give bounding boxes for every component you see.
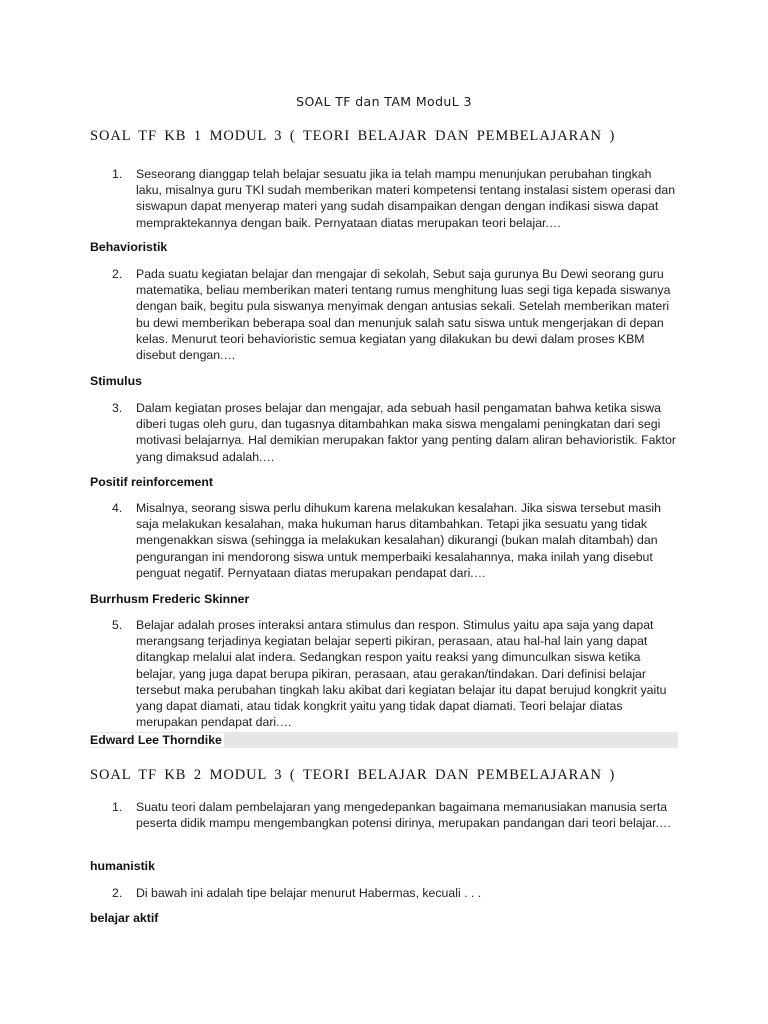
question-text: Suatu teori dalam pembelajaran yang mengedepankan bagaimana memanusiakan manusia serta peserta didik mampu mengembangkan potensi dirinya, merupakan pandangan dari teori belajar.… <box>136 800 672 831</box>
question-number: 5. <box>112 618 123 632</box>
question-item <box>90 885 680 901</box>
question-item <box>90 166 680 231</box>
answer-text: Positif reinforcement <box>90 475 213 489</box>
page-title: SOAL TF dan TAM ModuL 3 <box>296 94 472 109</box>
answer-text: Stimulus <box>90 374 142 388</box>
question-item <box>90 500 680 581</box>
question-text: Dalam kegiatan proses belajar dan mengajar, ada sebuah hasil pengamatan bahwa ketika siswa diberi tugas oleh guru, dan tugasnya ditambahkan maka siswa mengalami peningkatan dari segi motivasi belajarnya. Hal demikian merupakan faktor yang penting dalam aliran behavioristik. Faktor yang dimaksud adalah.… <box>136 401 676 464</box>
question-item <box>90 400 680 465</box>
answer-text-highlighted <box>90 732 678 748</box>
question-text: Belajar adalah proses interaksi antara stimulus dan respon. Stimulus yaitu apa saja yang dapat merangsang terjadinya kegiatan belajar seperti pikiran, perasaan, atau hal-hal lain yang dapat ditangkap melalui alat indera. Sedangkan respon yaitu reaksi yang dimunculkan siswa ketika belajar, yang juga dapat berupa pikiran, perasaan, atau gerakan/tindakan. Dari definisi belajar tersebut maka perubahan tingkah laku akibat dari kegiatan belajar itu dapat berujud kongkrit yaitu yang dapat diamati, atau tidak kongkrit yaitu yang tidak dapat diamati. Teori belajar diatas merupakan pendapat dari.… <box>136 618 667 730</box>
question-text: Misalnya, seorang siswa perlu dihukum karena melakukan kesalahan. Jika siswa tersebut masih saja melakukan kesalahan, maka hukuman harus ditambahkan. Tetapi jika sesuatu yang tidak mengenakkan siswa (sehingga ia melakukan kesalahan) dikurangi (bukan malah ditambah) dan pengurangan ini mendorong siswa untuk memperbaiki kesalahannya, maka inilah yang disebut penguat negatif. Pernyataan diatas merupakan pendapat dari.… <box>136 501 661 580</box>
question-item <box>90 266 680 363</box>
question-number: 2. <box>112 886 123 900</box>
question-number: 3. <box>112 401 123 415</box>
answer-text: Behavioristik <box>90 240 168 254</box>
question-item <box>90 617 680 730</box>
answer-text: Burrhusm Frederic Skinner <box>90 592 250 606</box>
question-number: 1. <box>112 167 123 181</box>
answer-label: Edward Lee Thorndike <box>90 733 222 747</box>
question-text: Seseorang dianggap telah belajar sesuatu jika ia telah mampu menunjukan perubahan tingkah laku, misalnya guru TKI sudah memberikan materi kompetensi tentang instalasi sistem operasi dan siswapun dapat menyerap materi yang sudah disampaikan dengan dengan indikasi siswa dapat mempraktekannya dengan baik. Pernyataan diatas merupakan teori belajar.… <box>136 167 676 230</box>
section-heading-kb2: SOAL TF KB 2 MODUL 3 ( TEORI BELAJAR DAN PEMBELAJARAN ) <box>90 767 616 783</box>
answer-text: humanistik <box>90 859 155 873</box>
question-text: Pada suatu kegiatan belajar dan mengajar di sekolah, Sebut saja gurunya Bu Dewi seorang guru matematika, beliau memberikan materi tentang rumus menghitung luas segi tiga kepada siswanya dengan baik, begitu pula siswanya menyimak dengan antusias sekali. Setelah memberikan materi bu dewi memberikan beberapa soal dan menunjuk salah satu siswa untuk mengerjakan di depan kelas. Menurut teori behavioristic semua kegiatan yang dilakukan bu dewi dalam proses KBM disebut dengan.… <box>136 267 671 363</box>
question-text: Di bawah ini adalah tipe belajar menurut Habermas, kecuali . . . <box>136 886 482 900</box>
section-heading-kb1: SOAL TF KB 1 MODUL 3 ( TEORI BELAJAR DAN PEMBELAJARAN ) <box>90 128 616 144</box>
question-number: 4. <box>112 501 123 515</box>
question-number: 1. <box>112 800 123 814</box>
question-item <box>90 799 680 831</box>
question-number: 2. <box>112 267 123 281</box>
answer-text: belajar aktif <box>90 911 159 925</box>
